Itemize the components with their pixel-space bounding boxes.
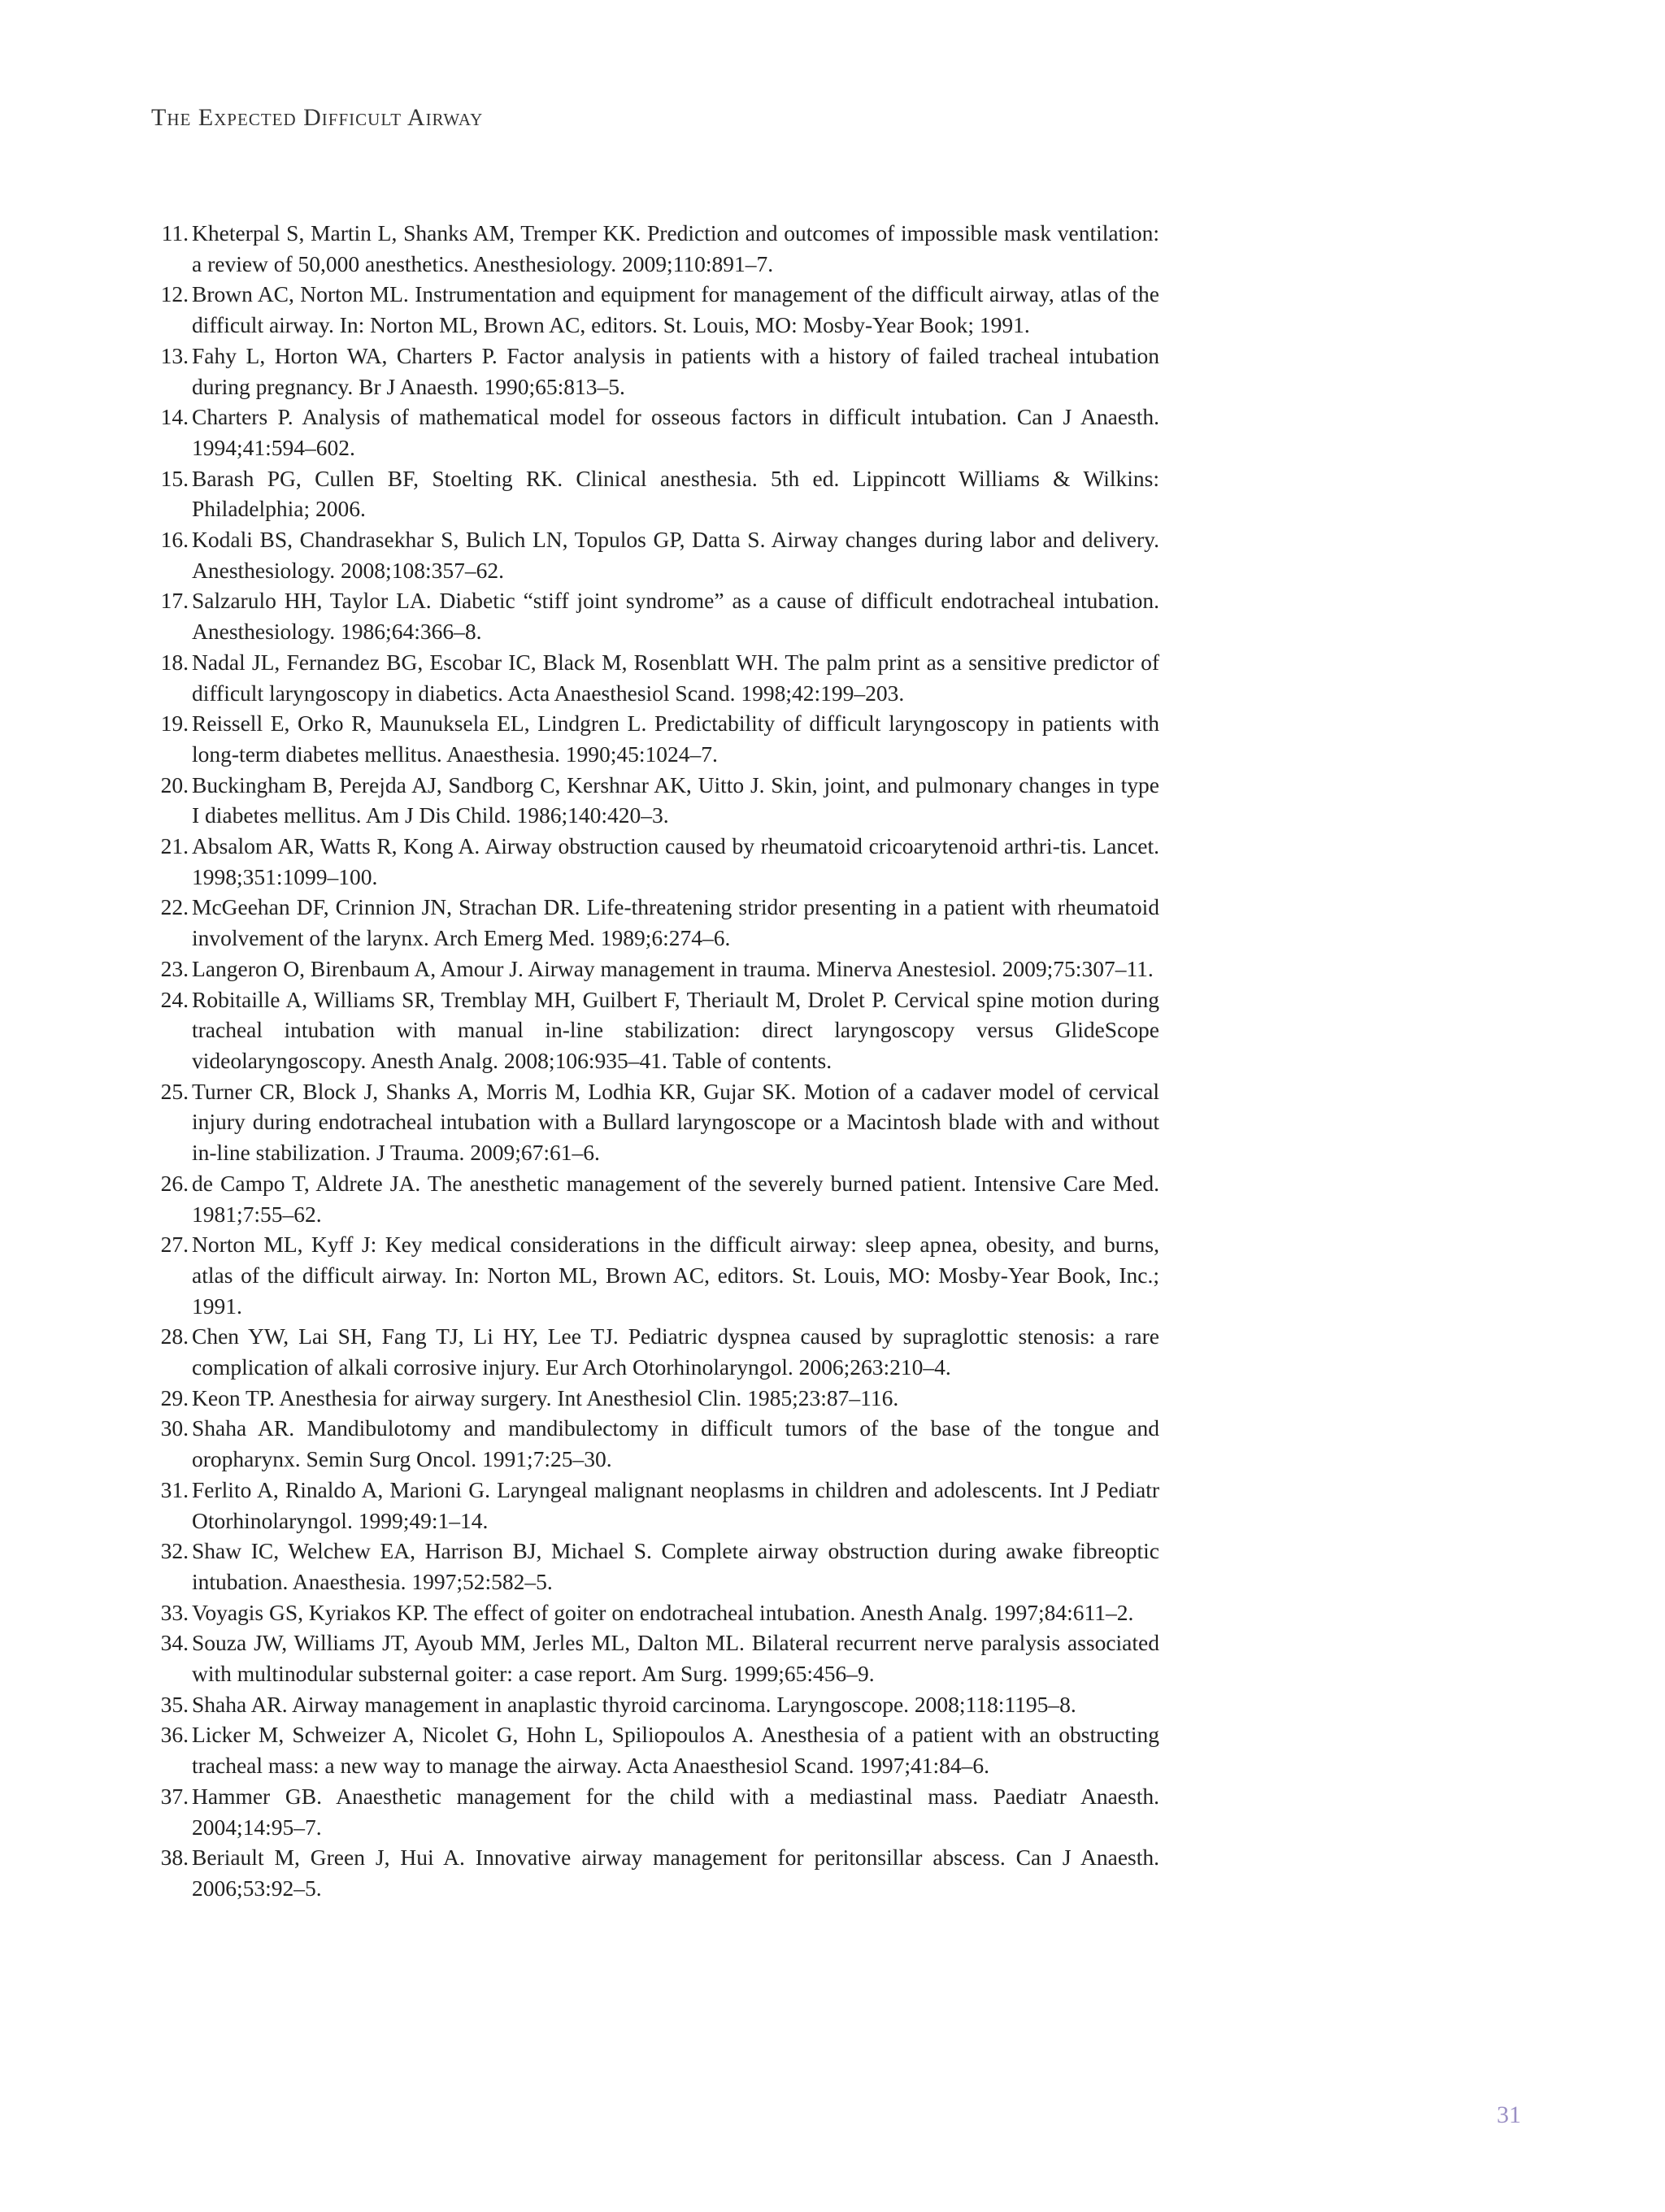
reference-item	[151, 1076, 1159, 1168]
reference-text: Kodali BS, Chandrasekhar S, Bulich LN, Topulos GP, Datta S. Airway changes during labor and delivery. Anesthesiology. 2008;108:357–62.	[192, 527, 1159, 583]
reference-text: Buckingham B, Perejda AJ, Sandborg C, Kershnar AK, Uitto J. Skin, joint, and pulmonary changes in type I diabetes mellitus. Am J Dis Child. 1986;140:420–3.	[192, 771, 1159, 828]
reference-text: Brown AC, Norton ML. Instrumentation and equipment for management of the difficult airway, atlas of the difficult airway. In: Norton ML, Brown AC, editors. St. Louis, MO: Mosby-Year Book; 1991.	[192, 281, 1159, 338]
running-header: The Expected Difficult Airway	[151, 104, 484, 131]
reference-number: 13.	[160, 342, 189, 368]
reference-text: Turner CR, Block J, Shanks A, Morris M, Lodhia KR, Gujar SK. Motion of a cadaver model of cervical injury during endotracheal intubation with a Bullard laryngoscope or a Macintosh blade with and without in-line stabilization. J Trauma. 2009;67:61–6.	[192, 1078, 1159, 1166]
reference-number: 14.	[160, 404, 189, 430]
reference-text: Salzarulo HH, Taylor LA. Diabetic “stiff joint syndrome” as a cause of difficult endotracheal intubation. Anesthesiology. 1986;64:366–8.	[192, 588, 1159, 645]
reference-number: 24.	[160, 986, 189, 1012]
reference-number: 11.	[161, 220, 189, 246]
reference-text: McGeehan DF, Crinnion JN, Strachan DR. Life-threatening stridor presenting in a patient with rheumatoid involvement of the larynx. Arch Emerg Med. 1989;6:274–6.	[192, 894, 1159, 951]
reference-item	[151, 1321, 1159, 1382]
reference-number: 29.	[160, 1384, 189, 1410]
reference-item	[151, 1413, 1159, 1474]
reference-item	[151, 770, 1159, 831]
reference-item	[151, 1842, 1159, 1903]
reference-item	[151, 1229, 1159, 1321]
reference-number: 38.	[160, 1845, 189, 1871]
reference-number: 17.	[160, 588, 189, 614]
reference-item	[151, 892, 1159, 953]
reference-number: 20.	[160, 771, 189, 797]
reference-text: Robitaille A, Williams SR, Tremblay MH, Guilbert F, Theriault M, Drolet P. Cervical spine motion during tracheal intubation with manual in-line stabilization: direct laryngoscopy versus GlideScope videolaryngoscopy. Anesth Analg. 2008;106:935–41. Table of contents.	[192, 986, 1159, 1073]
reference-item	[151, 402, 1159, 463]
reference-item	[151, 218, 1159, 279]
reference-text: Barash PG, Cullen BF, Stoelting RK. Clinical anesthesia. 5th ed. Lippincott Williams & Wilkins: Philadelphia; 2006.	[192, 465, 1159, 522]
reference-item	[151, 1597, 1159, 1628]
reference-text: Kheterpal S, Martin L, Shanks AM, Tremper KK. Prediction and outcomes of impossible mask ventilation: a review of 50,000 anesthetics. Anesthesiology. 2009;110:891–7.	[192, 220, 1159, 276]
reference-number: 33.	[160, 1599, 189, 1625]
reference-text: Nadal JL, Fernandez BG, Escobar IC, Black M, Rosenblatt WH. The palm print as a sensitive predictor of difficult laryngoscopy in diabetics. Acta Anaesthesiol Scand. 1998;42:199–203.	[192, 649, 1159, 706]
reference-item	[151, 1536, 1159, 1597]
reference-number: 35.	[160, 1691, 189, 1717]
reference-item	[151, 1475, 1159, 1536]
reference-number: 25.	[160, 1078, 189, 1104]
reference-item	[151, 984, 1159, 1076]
reference-number: 21.	[160, 833, 189, 859]
reference-number: 30.	[160, 1415, 189, 1441]
reference-number: 19.	[160, 711, 189, 737]
reference-text: Voyagis GS, Kyriakos KP. The effect of goiter on endotracheal intubation. Anesth Analg. 1997;84:611–2.	[192, 1599, 1134, 1625]
reference-item	[151, 1719, 1159, 1780]
reference-text: Hammer GB. Anaesthetic management for the child with a mediastinal mass. Paediatr Anaesth. 2004;14:95–7.	[192, 1783, 1159, 1840]
reference-text: Licker M, Schweizer A, Nicolet G, Hohn L, Spiliopoulos A. Anesthesia of a patient with an obstructing tracheal mass: a new way to manage the airway. Acta Anaesthesiol Scand. 1997;41:84–6.	[192, 1722, 1159, 1779]
reference-number: 22.	[160, 894, 189, 920]
reference-item	[151, 954, 1159, 984]
reference-item	[151, 647, 1159, 708]
reference-text: Norton ML, Kyff J: Key medical considerations in the difficult airway: sleep apnea, obesity, and burns, atlas of the difficult airway. In: Norton ML, Brown AC, editors. St. Louis, MO: Mosby-Year Book, Inc.; 1991.	[192, 1232, 1159, 1319]
reference-number: 32.	[160, 1538, 189, 1564]
reference-item	[151, 341, 1159, 402]
reference-number: 18.	[160, 649, 189, 675]
reference-text: Fahy L, Horton WA, Charters P. Factor analysis in patients with a history of failed tracheal intubation during pregnancy. Br J Anaesth. 1990;65:813–5.	[192, 342, 1159, 399]
reference-item	[151, 1168, 1159, 1229]
reference-number: 31.	[160, 1476, 189, 1502]
reference-text: Shaw IC, Welchew EA, Harrison BJ, Michael S. Complete airway obstruction during awake fibreoptic intubation. Anaesthesia. 1997;52:582–5.	[192, 1538, 1159, 1594]
reference-item	[151, 585, 1159, 646]
reference-text: Reissell E, Orko R, Maunuksela EL, Lindgren L. Predictability of difficult laryngoscopy in patients with long-term diabetes mellitus. Anaesthesia. 1990;45:1024–7.	[192, 711, 1159, 767]
reference-text: de Campo T, Aldrete JA. The anesthetic management of the severely burned patient. Intensive Care Med. 1981;7:55–62.	[192, 1170, 1159, 1227]
reference-number: 28.	[160, 1323, 189, 1349]
reference-item	[151, 524, 1159, 585]
reference-number: 26.	[160, 1170, 189, 1196]
reference-item	[151, 1383, 1159, 1414]
reference-text: Charters P. Analysis of mathematical model for osseous factors in difficult intubation. Can J Anaesth. 1994;41:594–602.	[192, 404, 1159, 460]
reference-item	[151, 1781, 1159, 1842]
reference-text: Shaha AR. Mandibulotomy and mandibulectomy in difficult tumors of the base of the tongue and oropharynx. Semin Surg Oncol. 1991;7:25–30.	[192, 1415, 1159, 1472]
reference-text: Souza JW, Williams JT, Ayoub MM, Jerles ML, Dalton ML. Bilateral recurrent nerve paralysis associated with multinodular substernal goiter: a case report. Am Surg. 1999;65:456–9.	[192, 1630, 1159, 1687]
reference-number: 12.	[160, 281, 189, 307]
reference-text: Absalom AR, Watts R, Kong A. Airway obstruction caused by rheumatoid cricoarytenoid arthri-tis. Lancet. 1998;351:1099–100.	[192, 833, 1159, 889]
reference-number: 36.	[160, 1722, 189, 1748]
reference-text: Chen YW, Lai SH, Fang TJ, Li HY, Lee TJ. Pediatric dyspnea caused by supraglottic stenosis: a rare complication of alkali corrosive injury. Eur Arch Otorhinolaryngol. 2006;263:210–4.	[192, 1323, 1159, 1380]
reference-item	[151, 708, 1159, 769]
reference-item	[151, 1689, 1159, 1720]
reference-number: 16.	[160, 527, 189, 553]
reference-item	[151, 831, 1159, 892]
reference-item	[151, 279, 1159, 340]
reference-list	[151, 218, 1159, 1904]
reference-number: 27.	[160, 1232, 189, 1258]
reference-text: Beriault M, Green J, Hui A. Innovative airway management for peritonsillar abscess. Can J Anaesth. 2006;53:92–5.	[192, 1845, 1159, 1901]
reference-text: Langeron O, Birenbaum A, Amour J. Airway management in trauma. Minerva Anestesiol. 2009;75:307–11.	[192, 955, 1154, 981]
reference-number: 15.	[160, 465, 189, 491]
reference-number: 37.	[160, 1783, 189, 1809]
reference-item	[151, 1627, 1159, 1688]
reference-text: Keon TP. Anesthesia for airway surgery. Int Anesthesiol Clin. 1985;23:87–116.	[192, 1384, 899, 1410]
page-number: 31	[1497, 2101, 1521, 2128]
reference-text: Ferlito A, Rinaldo A, Marioni G. Laryngeal malignant neoplasms in children and adolescents. Int J Pediatr Otorhinolaryngol. 1999;49:1–14.	[192, 1476, 1159, 1533]
reference-number: 34.	[160, 1630, 189, 1656]
reference-item	[151, 463, 1159, 524]
reference-text: Shaha AR. Airway management in anaplastic thyroid carcinoma. Laryngoscope. 2008;118:1195–8.	[192, 1691, 1076, 1717]
reference-number: 23.	[160, 955, 189, 981]
